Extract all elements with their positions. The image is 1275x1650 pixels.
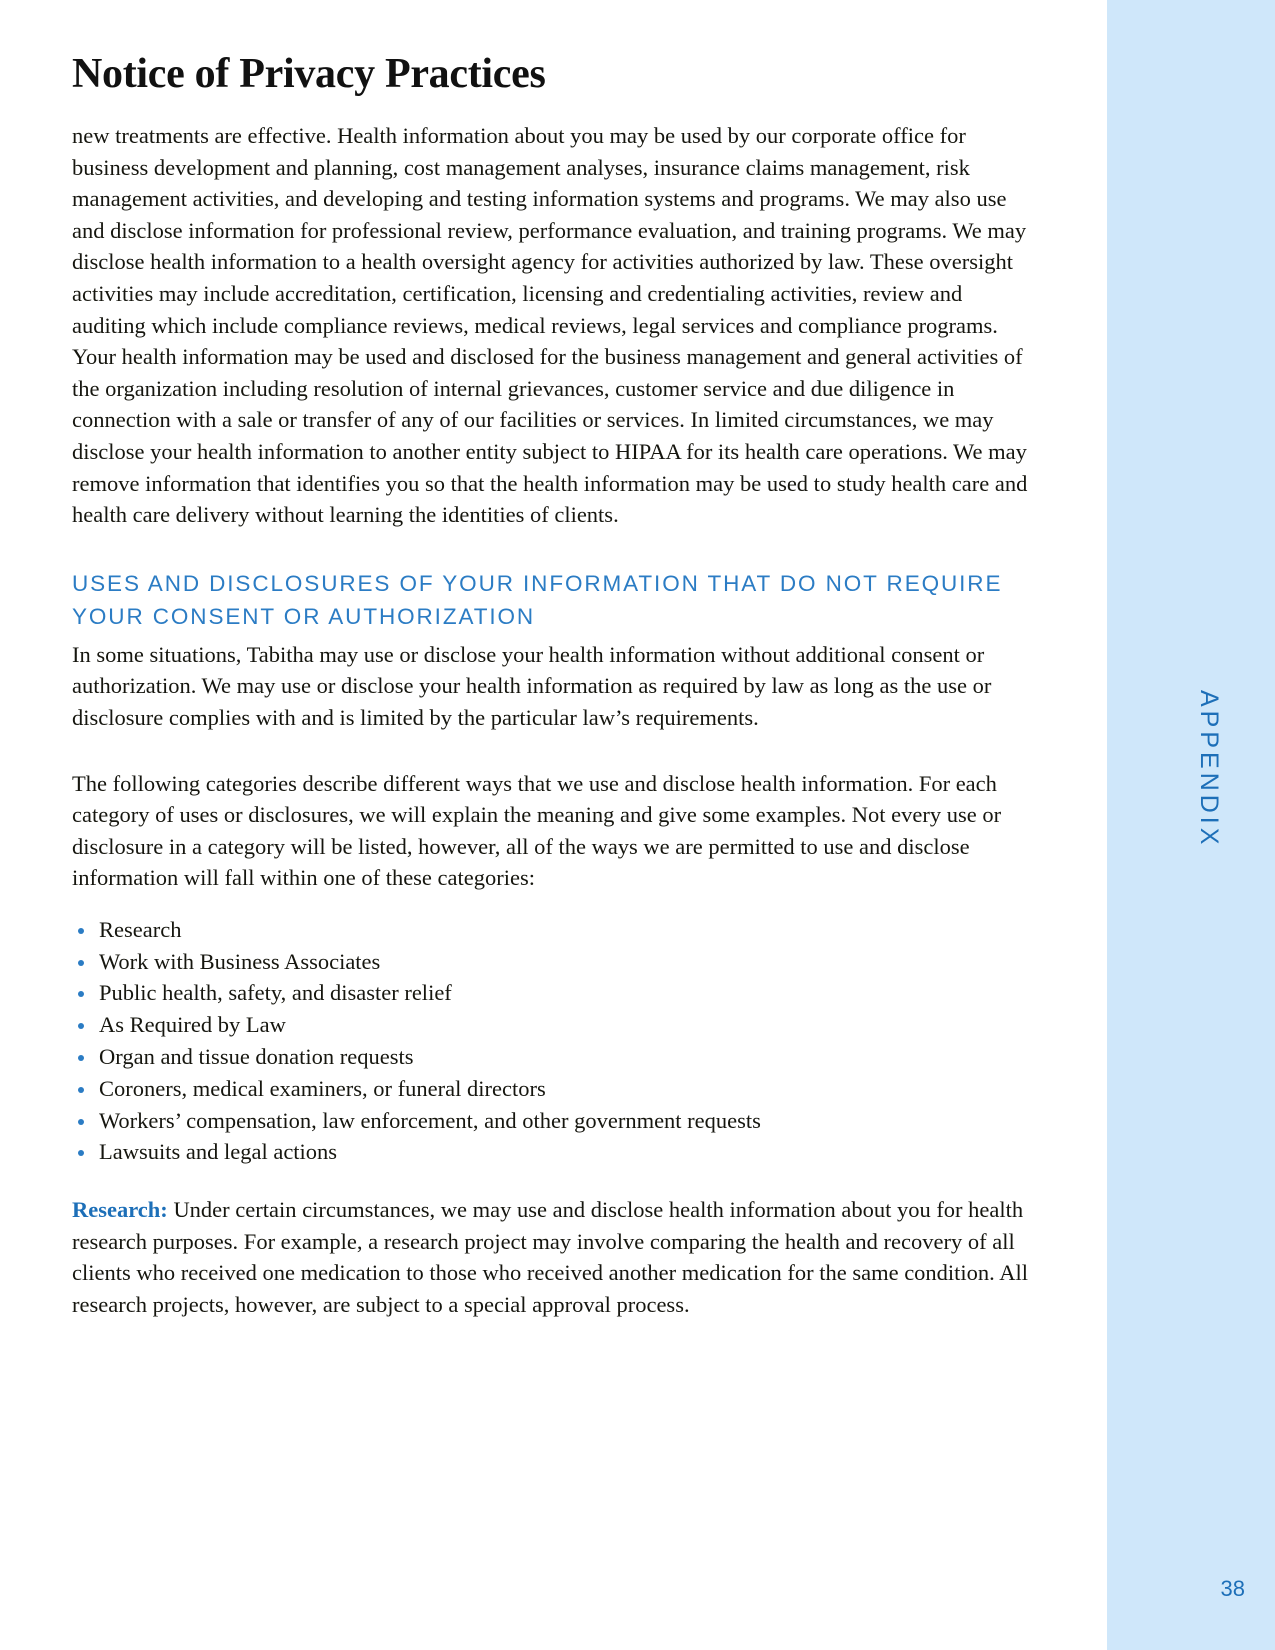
categories-list — [72, 914, 1034, 1168]
page-title: Notice of Privacy Practices — [72, 51, 546, 97]
body-paragraph-continued: new treatments are effective. Health information about you may be used by our corporate office for business development and planning, cost management analyses, insurance claims management, risk management activities, and developing and testing information systems and programs. We may also use and disclose information for professional review, performance evaluation, and training programs. We may disclose health information to a health oversight agency for activities authorized by law. These oversight activities may include accreditation, certification, licensing and credentialing activities, review and auditing which include compliance reviews, medical reviews, legal services and compliance programs. Your health information may be used and disclosed for the business management and general activities of the organization including resolution of internal grievances, customer service and due diligence in connection with a sale or transfer of any of our facilities or services. In limited circumstances, we may disclose your health information to another entity subject to HIPAA for its health care operations. We may remove information that identifies you so that the health information may be used to study health care and health care delivery without learning the identities of clients. — [72, 123, 1028, 528]
list-item — [72, 946, 1034, 978]
list-item-label: Organ and tissue donation requests — [99, 1044, 414, 1070]
list-item-label: Research — [99, 916, 182, 942]
list-item — [72, 977, 1034, 1009]
list-spacer — [72, 1168, 1034, 1194]
page-content — [72, 50, 1034, 1341]
list-item — [72, 914, 1034, 946]
list-item — [72, 1041, 1034, 1073]
list-item-label: As Required by Law — [99, 1012, 286, 1038]
list-item — [72, 1073, 1034, 1105]
list-item-label: Lawsuits and legal actions — [99, 1139, 338, 1165]
list-item — [72, 1105, 1034, 1137]
research-paragraph-text: Under certain circumstances, we may use and disclose health information about you for health research purposes. For example, a research project may involve comparing the health and recovery of all clients who received one medication to those who received another medication for the same condition. All research projects, however, are subject to a special approval process. — [72, 1197, 1028, 1318]
appendix-side-band — [1107, 0, 1275, 1650]
list-item — [72, 1009, 1034, 1041]
research-lead-in: Research: — [72, 1197, 168, 1223]
appendix-side-label: APPENDIX — [1195, 690, 1223, 849]
section-paragraph-1: In some situations, Tabitha may use or disclose your health information without additional consent or authorization. We may use or disclose your health information as required by law as long as the use or disclosure complies with and is limited by the particular law’s requirements. — [72, 641, 992, 730]
list-item-label: Work with Business Associates — [99, 948, 381, 974]
list-item-label: Workers’ compensation, law enforcement, and other government requests — [99, 1107, 761, 1133]
page-number: 38 — [1220, 1576, 1245, 1601]
list-item-label: Coroners, medical examiners, or funeral directors — [99, 1075, 546, 1101]
list-item-label: Public health, safety, and disaster relief — [99, 980, 452, 1006]
list-item — [72, 1136, 1034, 1168]
section-heading-uses-and-disclosures: USES AND DISCLOSURES OF YOUR INFORMATION THAT DO NOT REQUIRE YOUR CONSENT OR AUTHORIZATION — [72, 570, 1003, 629]
research-paragraph — [72, 1194, 1034, 1320]
paragraph-spacer — [72, 754, 1034, 768]
section-paragraph-2: The following categories describe different ways that we use and disclose health information. For each category of uses or disclosures, we will explain the meaning and give some examples. Not every use or disclosure in a category will be listed, however, all of the ways we are permitted to use and disclose information will fall within one of these categories: — [72, 770, 1002, 891]
